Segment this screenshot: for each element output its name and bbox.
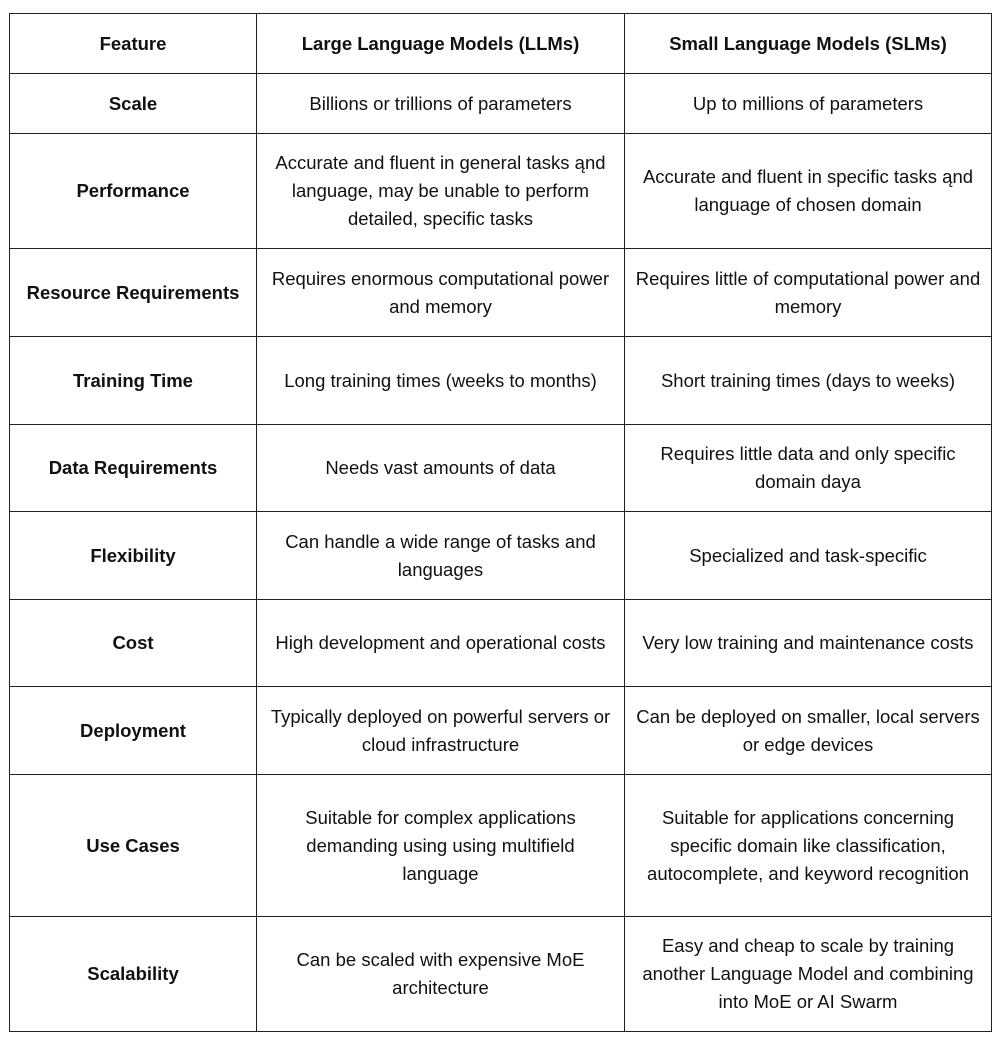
header-row [10, 14, 992, 74]
table-row [10, 917, 992, 1032]
llm-cell: High development and operational costs [257, 600, 625, 687]
slm-cell: Requires little data and only specific domain daya [625, 425, 992, 512]
slm-cell: Requires little of computational power and memory [625, 249, 992, 337]
llm-cell: Suitable for complex applications demanding using using multifield language [257, 775, 625, 917]
feature-cell: Scale [10, 74, 257, 134]
slm-cell: Up to millions of parameters [625, 74, 992, 134]
table-row [10, 74, 992, 134]
header-slm: Small Language Models (SLMs) [625, 14, 992, 74]
feature-cell: Data Requirements [10, 425, 257, 512]
feature-cell: Deployment [10, 687, 257, 775]
table-row [10, 425, 992, 512]
feature-cell: Use Cases [10, 775, 257, 917]
llm-cell: Can be scaled with expensive MoE architecture [257, 917, 625, 1032]
feature-cell: Resource Requirements [10, 249, 257, 337]
slm-cell: Easy and cheap to scale by training another Language Model and combining into MoE or AI Swarm [625, 917, 992, 1032]
table-row [10, 249, 992, 337]
feature-cell: Performance [10, 134, 257, 249]
slm-cell: Short training times (days to weeks) [625, 337, 992, 425]
slm-cell: Specialized and task-specific [625, 512, 992, 600]
slm-cell: Accurate and fluent in specific tasks ąnd language of chosen domain [625, 134, 992, 249]
table-row [10, 512, 992, 600]
table-row [10, 775, 992, 917]
feature-cell: Cost [10, 600, 257, 687]
comparison-table [9, 13, 992, 1032]
table-row [10, 337, 992, 425]
slm-cell: Suitable for applications concerning specific domain like classification, autocomplete, and keyword recognition [625, 775, 992, 917]
llm-cell: Accurate and fluent in general tasks ąnd language, may be unable to perform detailed, specific tasks [257, 134, 625, 249]
table-row [10, 600, 992, 687]
header-feature: Feature [10, 14, 257, 74]
llm-cell: Long training times (weeks to months) [257, 337, 625, 425]
slm-cell: Very low training and maintenance costs [625, 600, 992, 687]
llm-cell: Needs vast amounts of data [257, 425, 625, 512]
llm-cell: Typically deployed on powerful servers or cloud infrastructure [257, 687, 625, 775]
feature-cell: Training Time [10, 337, 257, 425]
header-llm: Large Language Models (LLMs) [257, 14, 625, 74]
table-row [10, 134, 992, 249]
llm-cell: Can handle a wide range of tasks and languages [257, 512, 625, 600]
table-row [10, 687, 992, 775]
feature-cell: Flexibility [10, 512, 257, 600]
slm-cell: Can be deployed on smaller, local servers or edge devices [625, 687, 992, 775]
feature-cell: Scalability [10, 917, 257, 1032]
llm-cell: Billions or trillions of parameters [257, 74, 625, 134]
llm-cell: Requires enormous computational power and memory [257, 249, 625, 337]
